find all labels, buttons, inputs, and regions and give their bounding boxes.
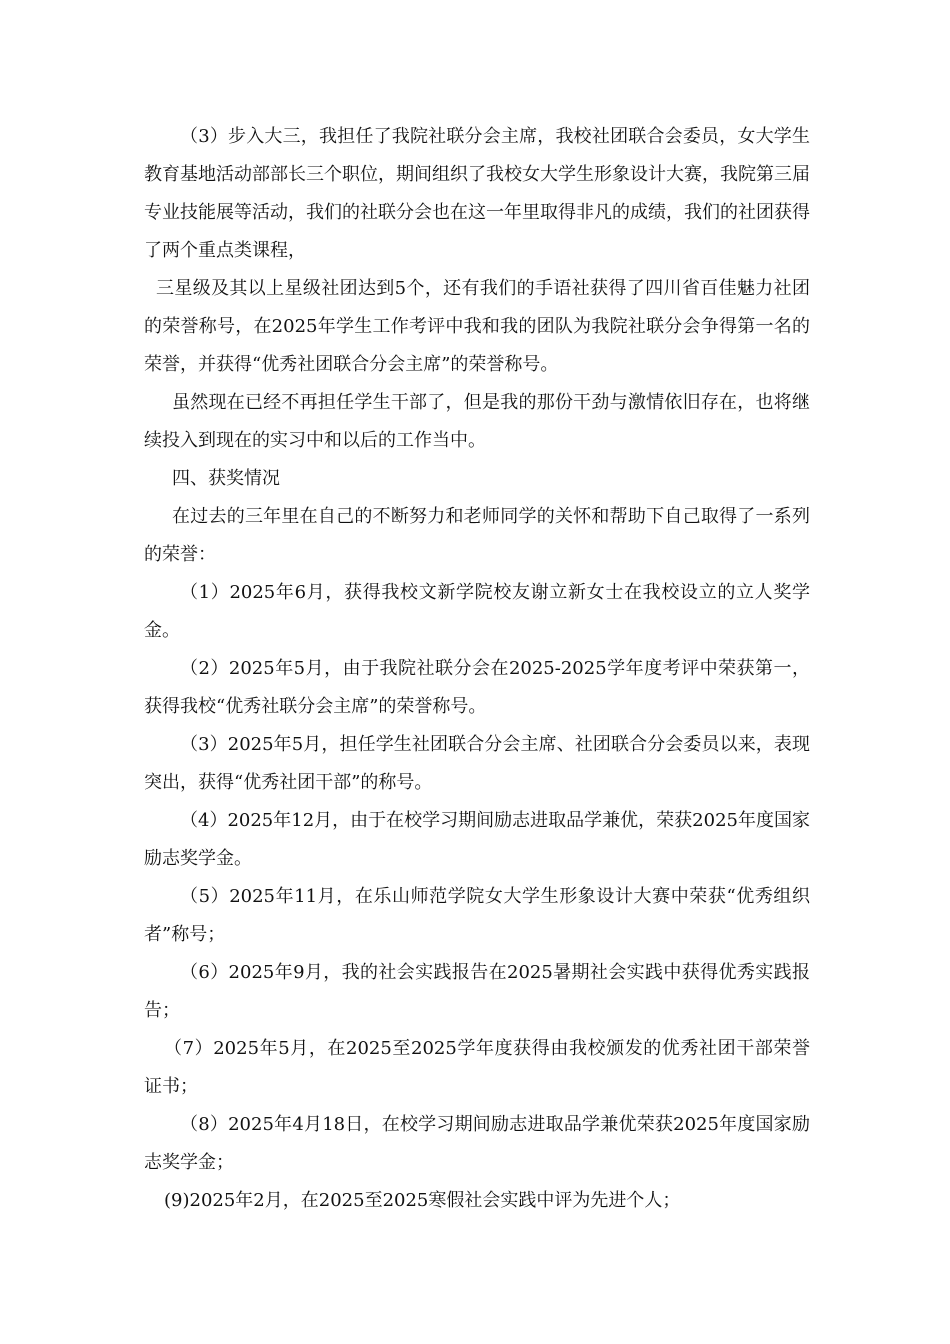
paragraph-junior-year-roles: （3）步入大三，我担任了我院社联分会主席，我校社团联合会委员，女大学生教育基地活动部部长三个职位，期间组织了我校女大学生形象设计大赛，我院第三届专业技能展等活动，我们的社联分会也在这一年里取得非凡的成绩，我们的社团获得了两个重点类课程， <box>144 126 810 261</box>
award-item-1: （1）2025年6月，获得我校文新学院校友谢立新女士在我校设立的立人奖学金。 <box>144 582 810 641</box>
award-item-3: （3）2025年5月，担任学生社团联合分会主席、社团联合分会委员以来，表现突出，获得“优秀社团干部”的称号。 <box>144 734 810 793</box>
paragraph-awards-intro: 在过去的三年里在自己的不断努力和老师同学的关怀和帮助下自己取得了一系列的荣誉： <box>144 506 810 565</box>
document-body <box>144 118 810 1220</box>
paragraph-club-honors: 三星级及其以上星级社团达到5个，还有我们的手语社获得了四川省百佳魅力社团的荣誉称号，在2025年学生工作考评中我和我的团队为我院社联分会争得第一名的荣誉，并获得“优秀社团联合分会主席”的荣誉称号。 <box>144 278 810 375</box>
award-item-9: (9)2025年2月，在2025至2025寒假社会实践中评为先进个人； <box>164 1190 681 1211</box>
award-item-2: （2）2025年5月，由于我院社联分会在2025-2025学年度考评中荣获第一，获得我校“优秀社联分会主席”的荣誉称号。 <box>144 658 810 717</box>
award-item-4: （4）2025年12月，由于在校学习期间励志进取品学兼优，荣获2025年度国家励志奖学金。 <box>144 810 810 869</box>
award-item-7: （7）2025年5月，在2025至2025学年度获得由我校颁发的优秀社团干部荣誉证书； <box>144 1038 810 1097</box>
paragraph-continued-passion: 虽然现在已经不再担任学生干部了，但是我的那份干劲与激情依旧存在，也将继续投入到现在的实习中和以后的工作当中。 <box>144 392 810 451</box>
award-item-5: （5）2025年11月，在乐山师范学院女大学生形象设计大赛中荣获“优秀组织者”称号； <box>144 886 810 945</box>
award-item-6: （6）2025年9月，我的社会实践报告在2025暑期社会实践中获得优秀实践报告； <box>144 962 810 1021</box>
award-item-8: （8）2025年4月18日，在校学习期间励志进取品学兼优荣获2025年度国家励志奖学金； <box>144 1114 810 1173</box>
section-heading-awards: 四、获奖情况 <box>172 468 280 489</box>
